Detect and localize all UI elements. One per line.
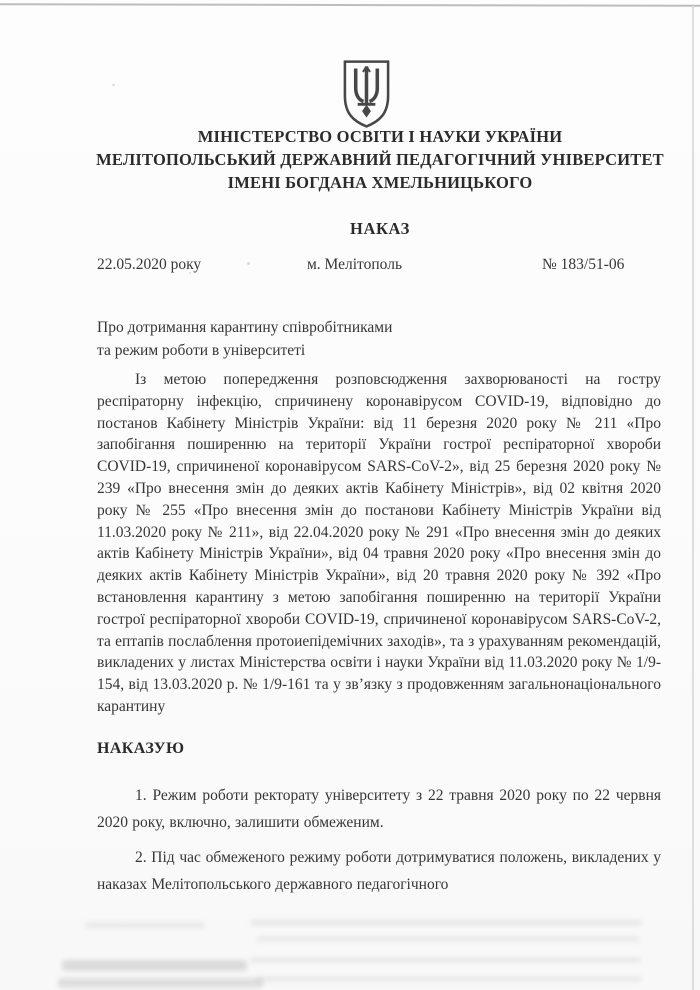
subject-line-1: Про дотримання карантину співробітниками: [97, 319, 393, 336]
scan-speck: [112, 84, 115, 86]
university-named-after: ІМЕНІ БОГДАНА ХМЕЛЬНИЦЬКОГО: [227, 173, 533, 192]
scan-speck: [247, 262, 250, 265]
ministry-name: МІНІСТЕРСТВО ОСВІТИ І НАУКИ УКРАЇНИ: [197, 127, 563, 146]
order-city: м. Мелітополь: [307, 256, 403, 273]
bleed-through-smudge: [256, 936, 640, 942]
order-items: [97, 783, 661, 907]
order-item-2: 2. Під час обмеженого режиму роботи дотримуватися положень, викладених у наказах Мелітопольського державного педагогічного: [97, 849, 661, 893]
subject-line-2: та режим роботи в університеті: [97, 342, 306, 359]
bleed-through-smudge: [85, 922, 205, 929]
document-title: НАКАЗ: [350, 219, 410, 238]
bleed-through-smudge: [256, 976, 642, 982]
resolve-word: НАКАЗУЮ: [97, 740, 185, 757]
bleed-through-smudge: [58, 978, 263, 988]
organization-header: [70, 125, 690, 194]
order-number: № 183/51-06: [542, 256, 625, 273]
university-name: МЕЛІТОПОЛЬСЬКИЙ ДЕРЖАВНИЙ ПЕДАГОГІЧНИЙ УНІВЕРСИТЕТ: [96, 150, 664, 169]
scan-edge-right-line: [692, 6, 694, 990]
order-subject: [97, 316, 577, 362]
preamble-paragraph: Із метою попередження розповсюдження захворюваності на гостру респіраторну інфекцію, спричинену коронавірусом COVID-19, відповідно до постанов Кабінету Міністрів України: від 11 березня 2020 року № 211 «Про запобігання поширенню на території України гострої респіраторної хвороби COVID-19, спричиненої коронавірусом SARS-CoV-2», від 25 березня 2020 року № 239 «Про внесення змін до деяких актів Кабінету Міністрів», від 02 квітня 2020 року № 255 «Про внесення змін до постанови Кабінету Міністрів України від 11.03.2020 року № 211», від 22.04.2020 року № 291 «Про внесення змін до деяких актів Кабінету Міністрів України», від 04 травня 2020 року «Про внесення змін до деяких актів Кабінету Міністрів України», від 20 травня 2020 року № 392 «Про встановлення карантину з метою запобігання поширенню на території України гострої респіраторної хвороби COVID-19, спричиненої коронавірусом SARS-CoV-2, та ептапів послаблення протоиепідемічних заходів», та з урахуванням рекомендацій, викладених у листах Міністерства освіти і науки України від 11.03.2020 року № 1/9-154, від 13.03.2020 р. № 1/9-161 та у зв’язку з продовженням загальнонаціонального карантину: [97, 371, 661, 715]
order-date: 22.05.2020 року: [97, 256, 202, 273]
ukraine-trident-emblem-icon: [340, 58, 393, 130]
bleed-through-smudge: [250, 957, 642, 963]
order-item-1: 1. Режим роботи ректорату університету з 22 травня 2020 року по 22 червня 2020 року, включно, залишити обмеженим.: [97, 787, 661, 831]
scan-edge-top-line: [0, 3, 700, 6]
bleed-through-smudge: [62, 960, 247, 971]
bleed-through-smudge: [250, 920, 642, 926]
